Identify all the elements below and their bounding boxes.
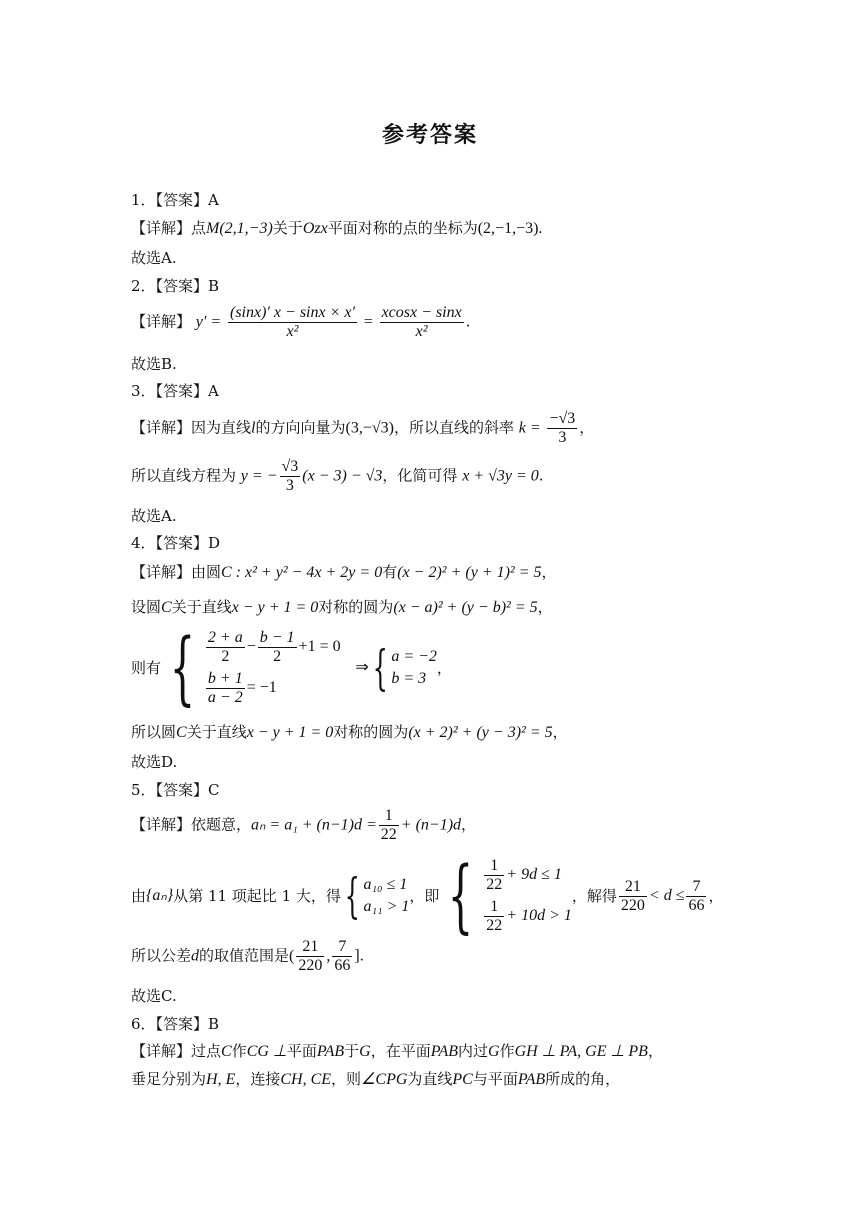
q6-detail-line2: 垂足分别为H, E，连接CH, CE，则∠CPG为直线PC与平面PAB所成的角，: [131, 1070, 621, 1088]
q5-detail-line1: 【详解】依题意，aₙ = a₁ + (n−1)d = $\frac{1}{22}$ + (n−1)d，: [131, 807, 477, 843]
q3-detail-line1: 【详解】因为直线l的方向向量为(3,−√3)，所以直线的斜率 k = $\frac{-√3}{3}$ ，: [131, 410, 595, 446]
q1-detail: 【详解】点M(2,1,−3)关于Ozx平面对称的点的坐标为(2,−1,−3).: [131, 219, 543, 237]
q5-detail-line2: 由{aₙ}从第 11 项起比 1 大，得{ a₁₀ ≤ 1 a₁₁ > 1 ，即 { $\frac{1}{22}$ + 9d ≤ 1 $\frac{1}{22}$ + 10d > 1 ，解得 $\frac{21}{220}$ < d ≤ $\frac{7}{66}$ ，: [131, 849, 724, 942]
q4-system: 则有 { $\frac{2 + a}{2}$ − $\frac{b - 1}{2}$ +1 = 0 $\frac{b + 1}{a - 2}$ = −1 ⇒{ a = −2 b = 3 ，: [131, 621, 452, 714]
q3-detail-line2: 所以直线方程为 y = − $\frac{√3}{3}$ (x − 3) − √3，化简可得 x + √3y = 0.: [131, 458, 544, 494]
q5-answer: 5．【答案】C: [131, 781, 220, 799]
page-title: 参考答案: [381, 123, 478, 148]
q1-answer: 1．【答案】A: [131, 191, 219, 209]
q3-answer: 3．【答案】A: [131, 382, 219, 400]
q2-answer: 2．【答案】B: [131, 277, 220, 295]
q4-answer: 4．【答案】D: [131, 534, 221, 552]
q4-detail-line1: 【详解】由圆C : x² + y² − 4x + 2y = 0有(x − 2)² + (y + 1)² = 5，: [131, 563, 557, 581]
q6-answer: 6．【答案】B: [131, 1015, 220, 1033]
q4-detail-line4: 所以圆C关于直线x − y + 1 = 0对称的圆为(x + 2)² + (y − 3)² = 5，: [131, 723, 568, 741]
q3-choice: 故选A.: [131, 507, 177, 525]
q4-detail-line2: 设圆C关于直线x − y + 1 = 0对称的圆为(x − a)² + (y − b)² = 5，: [131, 598, 553, 616]
q5-detail-line3: 所以公差d的取值范围是( $\frac{21}{220}$ , $\frac{7}{66}$ ].: [131, 938, 364, 974]
q2-choice: 故选B.: [131, 355, 177, 373]
q1-choice: 故选A.: [131, 249, 177, 267]
q5-choice: 故选C.: [131, 987, 177, 1005]
q6-detail-line1: 【详解】过点C作CG ⊥平面PAB于G，在平面PAB内过G作GH ⊥ PA, GE ⊥ PB，: [131, 1042, 663, 1060]
q4-choice: 故选D.: [131, 753, 178, 771]
q2-detail: 【详解】 y′ = $\frac{(\sin x)' x - \sin x \times x'}{\text{x²}}$ = $\frac{xcosx - \sin x}{\text{x²}}$ .: [131, 304, 471, 340]
